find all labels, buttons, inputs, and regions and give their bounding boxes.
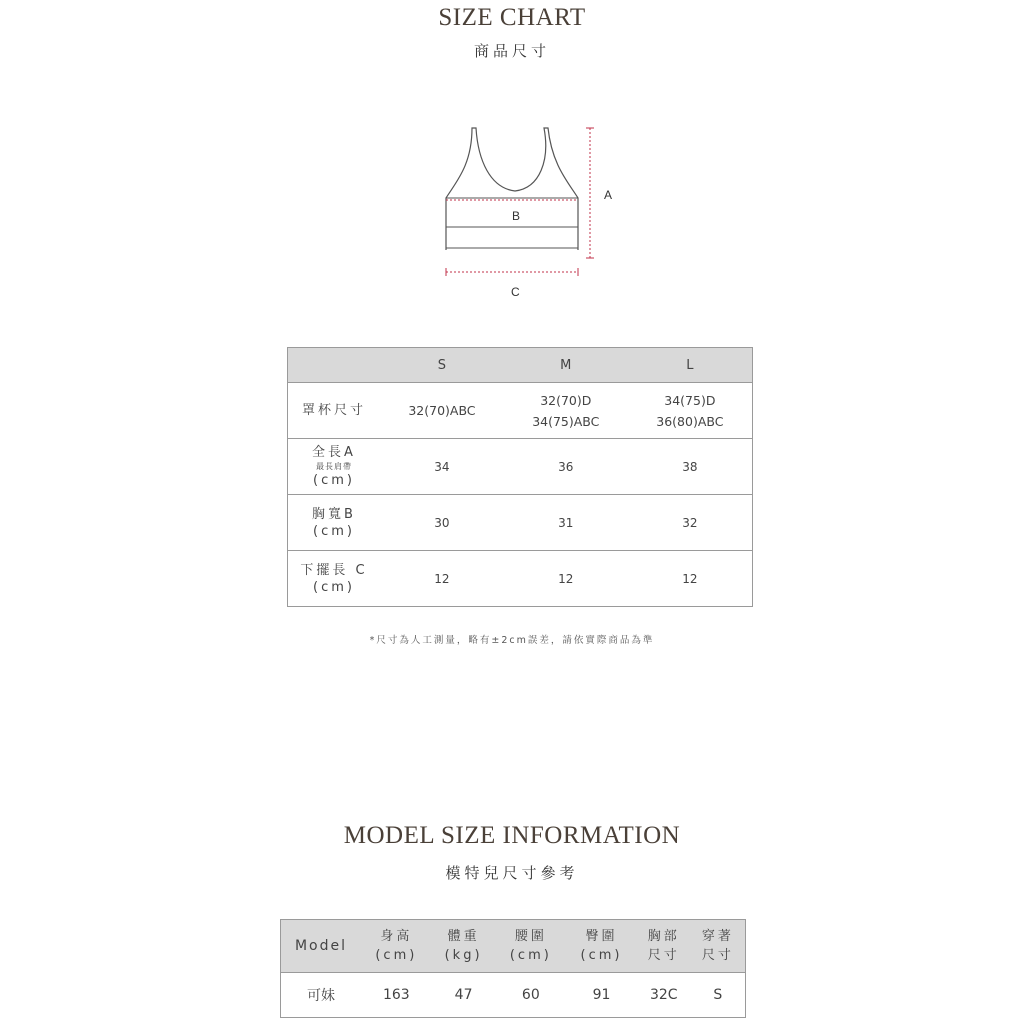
label-a: A [604, 188, 613, 202]
table-cell: 34 [380, 439, 504, 495]
header-cell-m: M [504, 348, 628, 383]
table-row [288, 439, 753, 495]
table-cell: 12 [558, 571, 574, 586]
table-cell: 12 [682, 571, 698, 586]
table-cell: 31 [504, 495, 628, 551]
table-cell: 34(75)D 36(80)ABC [628, 383, 753, 439]
table-cell: 12 [434, 571, 450, 586]
table-cell: 30 [380, 495, 504, 551]
table-row [288, 383, 753, 439]
model-name-cell: 可妹 [307, 988, 335, 1004]
table-row [288, 551, 753, 607]
header-cell-blank [288, 348, 381, 383]
size-chart-subtitle: 商品尺寸 [473, 42, 550, 60]
row-label-hem-c: 下擺長 C (cm) [300, 562, 368, 595]
label-b: B [512, 209, 521, 223]
table-cell: 32(70)ABC [380, 383, 504, 439]
height-cell: 163 [382, 987, 410, 1003]
header-bust: 胸部 尺寸 [637, 920, 691, 973]
header-weight: 體重 (kg) [432, 920, 496, 973]
header-wearing-size: 穿著 尺寸 [691, 920, 746, 973]
table-cell: 38 [628, 439, 753, 495]
row-label-cup: 罩杯尺寸 [288, 383, 381, 439]
measurement-footnote: *尺寸為人工測量，略有±2cm誤差，請依實際商品為準 [369, 635, 655, 646]
header-cell-l: L [628, 348, 753, 383]
size-chart-table [287, 347, 753, 607]
bust-cell: 32C [649, 987, 678, 1003]
label-c: C [511, 285, 520, 299]
header-height: 身高 (cm) [361, 920, 432, 973]
header-waist: 腰圍 (cm) [496, 920, 567, 973]
header-cell-s: S [380, 348, 504, 383]
table-cell: 32 [628, 495, 753, 551]
model-info-subtitle: 模特兒尺寸參考 [445, 864, 579, 882]
table-cell: 36 [504, 439, 628, 495]
model-info-title: MODEL SIZE INFORMATION [343, 822, 681, 849]
hip-cell: 91 [592, 987, 611, 1003]
weight-cell: 47 [454, 987, 473, 1003]
garment-outline [446, 128, 578, 250]
size-header-row [288, 348, 753, 383]
bra-top-diagram [430, 120, 630, 305]
row-label-chest-b: 胸寬B (cm) [288, 495, 381, 551]
wearing-size-cell: S [713, 987, 723, 1003]
size-chart-title: SIZE CHART [438, 4, 586, 31]
model-size-table [280, 919, 746, 1018]
model-header-row [281, 920, 746, 973]
header-hip: 臀圍 (cm) [566, 920, 637, 973]
table-row [281, 973, 746, 1018]
table-row [288, 495, 753, 551]
header-model: Model [281, 920, 362, 973]
table-cell: 32(70)D 34(75)ABC [504, 383, 628, 439]
row-label-length-a: 全長A 最長肩帶 (cm) [288, 439, 381, 495]
waist-cell: 60 [521, 987, 540, 1003]
